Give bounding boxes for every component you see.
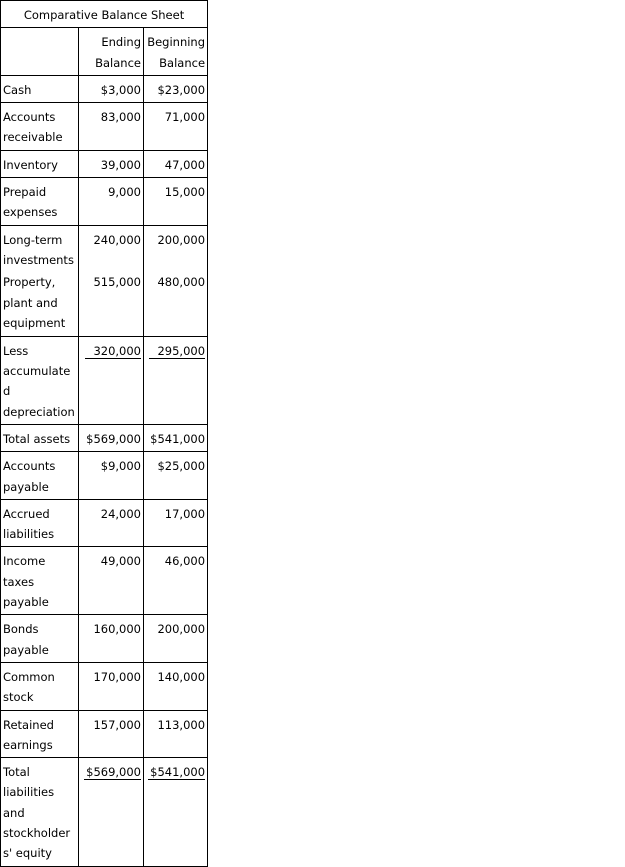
- table-title: Comparative Balance Sheet: [1, 1, 208, 28]
- beginning-value: $23,000: [144, 75, 208, 102]
- beginning-value: $541,000: [150, 765, 206, 780]
- table-row-long-term-investments: [1, 225, 208, 272]
- beginning-value: $25,000: [144, 452, 208, 500]
- title-row: [1, 1, 208, 28]
- ending-value-underlined: [79, 758, 144, 866]
- beginning-value: 200,000: [144, 225, 208, 272]
- ending-value: 83,000: [79, 103, 144, 151]
- beginning-value: 140,000: [144, 662, 208, 710]
- beginning-value: 17,000: [144, 499, 208, 547]
- ending-value: 160,000: [79, 615, 144, 663]
- table-row-accounts-receivable: [1, 103, 208, 151]
- table-row-accumulated-depreciation: [1, 336, 208, 424]
- row-label: Accounts receivable: [1, 103, 79, 151]
- row-label: Income taxes payable: [1, 547, 79, 615]
- ending-value-underlined: [79, 336, 144, 424]
- beginning-value: 71,000: [144, 103, 208, 151]
- ending-value: 49,000: [79, 547, 144, 615]
- header-row: [1, 28, 208, 76]
- row-label: Less accumulated depreciation: [1, 336, 79, 424]
- table-row-retained-earnings: [1, 710, 208, 758]
- ending-value: 515,000: [79, 272, 144, 336]
- beginning-value: $541,000: [144, 424, 208, 451]
- row-label: Cash: [1, 75, 79, 102]
- table-row-accrued-liabilities: [1, 499, 208, 547]
- row-label: Property, plant and equipment: [1, 272, 79, 336]
- beginning-value: 15,000: [144, 178, 208, 226]
- table-row-total-liabilities-equity: [1, 758, 208, 866]
- row-label: Long-term investments: [1, 225, 79, 272]
- ending-value: $569,000: [79, 424, 144, 451]
- ending-value: $569,000: [86, 765, 141, 780]
- header-empty-cell: [1, 28, 79, 76]
- row-label: Common stock: [1, 662, 79, 710]
- ending-value: 320,000: [85, 345, 141, 359]
- beginning-value: 46,000: [144, 547, 208, 615]
- beginning-value: 200,000: [144, 615, 208, 663]
- ending-value: $3,000: [79, 75, 144, 102]
- table-row-bonds-payable: [1, 615, 208, 663]
- beginning-value: 480,000: [144, 272, 208, 336]
- row-label: Bonds payable: [1, 615, 79, 663]
- table-row-prepaid-expenses: [1, 178, 208, 226]
- table-row-cash: [1, 75, 208, 102]
- table-row-accounts-payable: [1, 452, 208, 500]
- row-label: Inventory: [1, 150, 79, 177]
- table-row-common-stock: [1, 662, 208, 710]
- beginning-value-underlined: [144, 758, 208, 866]
- ending-value: $9,000: [79, 452, 144, 500]
- table-row-inventory: [1, 150, 208, 177]
- ending-value: 24,000: [79, 499, 144, 547]
- header-beginning-balance: Beginning Balance: [144, 28, 208, 76]
- row-label: Retained earnings: [1, 710, 79, 758]
- ending-value: 240,000: [79, 225, 144, 272]
- beginning-value: 295,000: [149, 345, 205, 359]
- comparative-balance-sheet-table: [0, 0, 208, 867]
- beginning-value: 47,000: [144, 150, 208, 177]
- beginning-value-underlined: [144, 336, 208, 424]
- ending-value: 170,000: [79, 662, 144, 710]
- ending-value: 9,000: [79, 178, 144, 226]
- row-label: Accrued liabilities: [1, 499, 79, 547]
- table-row-total-assets: [1, 424, 208, 451]
- row-label: Prepaid expenses: [1, 178, 79, 226]
- header-ending-balance: Ending Balance: [79, 28, 144, 76]
- beginning-value: 113,000: [144, 710, 208, 758]
- ending-value: 157,000: [79, 710, 144, 758]
- ending-value: 39,000: [79, 150, 144, 177]
- row-label: Total liabilities and stockholders' equity: [1, 758, 79, 866]
- table-row-property-plant-equipment: [1, 272, 208, 336]
- row-label: Total assets: [1, 424, 79, 451]
- row-label: Accounts payable: [1, 452, 79, 500]
- table-row-income-taxes-payable: [1, 547, 208, 615]
